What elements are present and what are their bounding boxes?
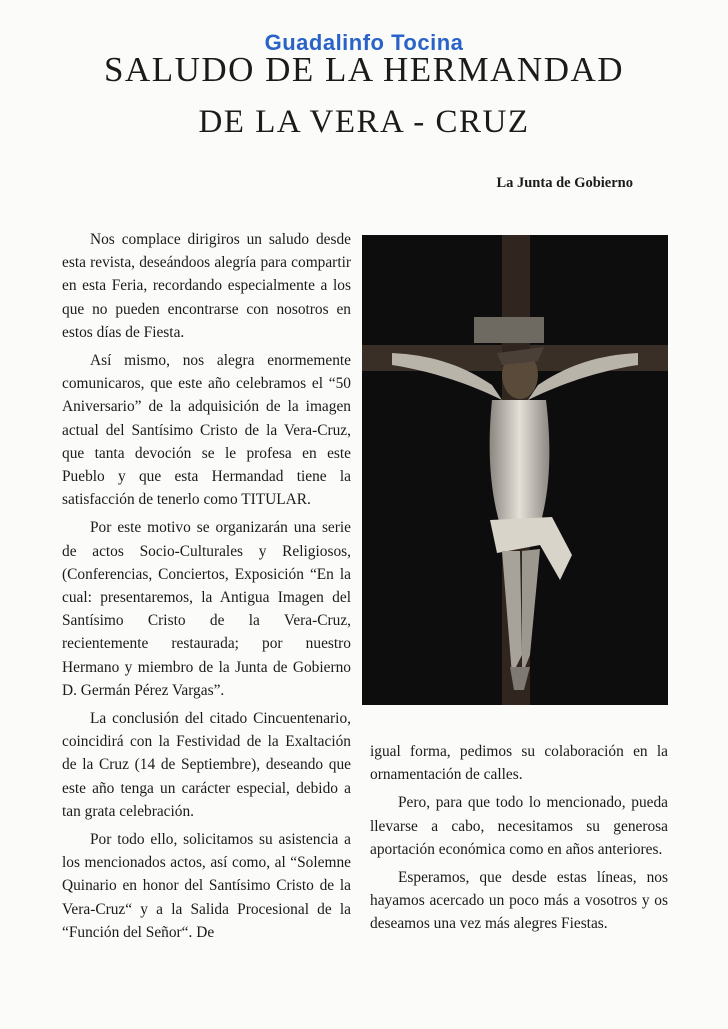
left-text-column bbox=[62, 228, 351, 949]
paragraph: Nos complace dirigiros un saludo desde esta revista, deseándoos alegría para compartir en esta Feria, recordando especialmente a los que no pueden encontrarse con nosotros en estos días de Fiesta. bbox=[62, 231, 351, 341]
page-title-line-1: SALUDO DE LA HERMANDAD bbox=[103, 50, 625, 89]
paragraph: Pero, para que todo lo mencionado, pueda llevarse a cabo, necesitamos su generosa aportación económica como en años anteriores. bbox=[370, 794, 668, 858]
right-text-column bbox=[370, 740, 668, 941]
paragraph: igual forma, pedimos su colaboración en la ornamentación de calles. bbox=[370, 743, 668, 784]
paragraph: La conclusión del citado Cincuentenario, coincidirá con la Festividad de la Exaltación de la Cruz (14 de Septiembre), deseando que este año tenga un carácter especial, debido a tan grata celebración. bbox=[62, 710, 351, 820]
paragraph: Por todo ello, solicitamos su asistencia a los mencionados actos, así como, al “Solemne Quinario en honor del Santísimo Cristo de la Vera-Cruz“ y a la Salida Procesional de la “Función del Señor“. De bbox=[62, 831, 351, 941]
page-title-line-2: DE LA VERA - CRUZ bbox=[198, 104, 530, 140]
crucifix-photo bbox=[362, 235, 668, 705]
crucifix-illustration bbox=[362, 235, 668, 705]
paragraph: Así mismo, nos alegra enormemente comunicaros, que este año celebramos el “50 Aniversario” de la adquisición de la imagen actual del Santísimo Cristo de la Vera-Cruz, que tanta devoción se le profesa en este Pueblo y que esta Hermandad tiene la satisfacción de tenerlo como TITULAR. bbox=[62, 352, 351, 509]
paragraph: Por este motivo se organizarán una serie de actos Socio-Culturales y Religiosos, (Conferencias, Conciertos, Exposición “En la cual: presentaremos, la Antigua Imagen del Santísimo Cristo de la Vera-Cruz, recientemente restaurada; por nuestro Hermano y miembro de la Junta de Gobierno D. Germán Pérez Vargas”. bbox=[62, 519, 351, 699]
watermark-logo-text: Guadalinfo Tocina bbox=[264, 30, 464, 55]
paragraph: Esperamos, que desde estas líneas, nos hayamos acercado un poco más a vosotros y os deseamos una vez más alegres Fiestas. bbox=[370, 869, 668, 933]
article-author: La Junta de Gobierno bbox=[496, 175, 633, 191]
